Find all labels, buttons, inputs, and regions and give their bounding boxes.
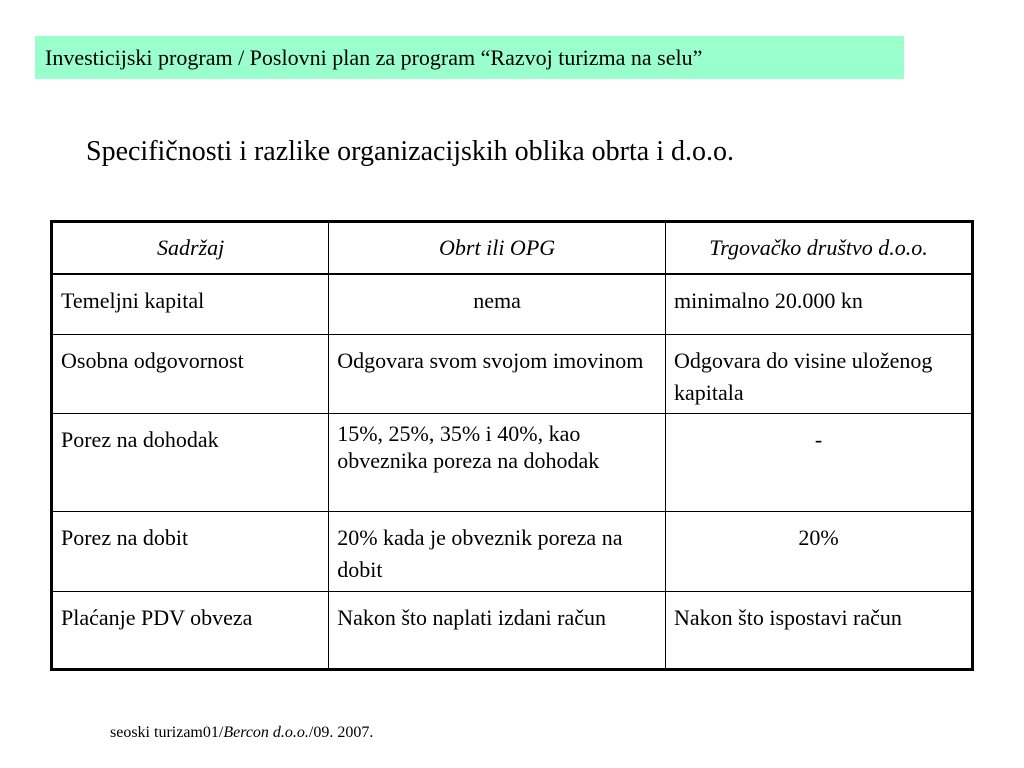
row-obrt-value: nema xyxy=(329,274,666,335)
slide-footer xyxy=(110,723,373,743)
row-obrt-value: Odgovara svom svojom imovinom xyxy=(329,335,666,414)
row-obrt-value: 15%, 25%, 35% i 40%, kao obveznika poreza na dohodak xyxy=(329,414,666,512)
row-label: Temeljni kapital xyxy=(52,274,329,335)
footer-prefix: seoski turizam01/ xyxy=(110,724,224,741)
row-obrt-value: Nakon što naplati izdani račun xyxy=(329,592,666,670)
row-doo-value: 20% xyxy=(666,512,973,592)
slide-subtitle: Specifičnosti i razlike organizacijskih oblika obrta i d.o.o. xyxy=(86,136,734,167)
header-sadrzaj: Sadržaj xyxy=(52,222,329,274)
table-row xyxy=(52,592,973,670)
table-header-row xyxy=(52,222,973,274)
table-row xyxy=(52,512,973,592)
table-row xyxy=(52,335,973,414)
banner-title: Investicijski program / Poslovni plan za program “Razvoj turizma na selu” xyxy=(45,45,703,70)
comparison-table xyxy=(50,220,974,671)
footer-date: /09. 2007. xyxy=(308,724,374,741)
row-doo-value: Nakon što ispostavi račun xyxy=(666,592,973,670)
footer-company: Bercon d.o.o. xyxy=(223,724,309,741)
row-label: Osobna odgovornost xyxy=(52,335,329,414)
row-obrt-value: 20% kada je obveznik poreza na dobit xyxy=(329,512,666,592)
row-doo-value: - xyxy=(666,414,973,512)
row-doo-value: minimalno 20.000 kn xyxy=(666,274,973,335)
row-doo-value: Odgovara do visine uloženog kapitala xyxy=(666,335,973,414)
header-doo: Trgovačko društvo d.o.o. xyxy=(666,222,973,274)
table-row xyxy=(52,274,973,335)
table-row xyxy=(52,414,973,512)
row-label: Plaćanje PDV obveza xyxy=(52,592,329,670)
row-label: Porez na dohodak xyxy=(52,414,329,512)
header-obrt: Obrt ili OPG xyxy=(329,222,666,274)
row-label: Porez na dobit xyxy=(52,512,329,592)
header-banner xyxy=(35,36,904,79)
